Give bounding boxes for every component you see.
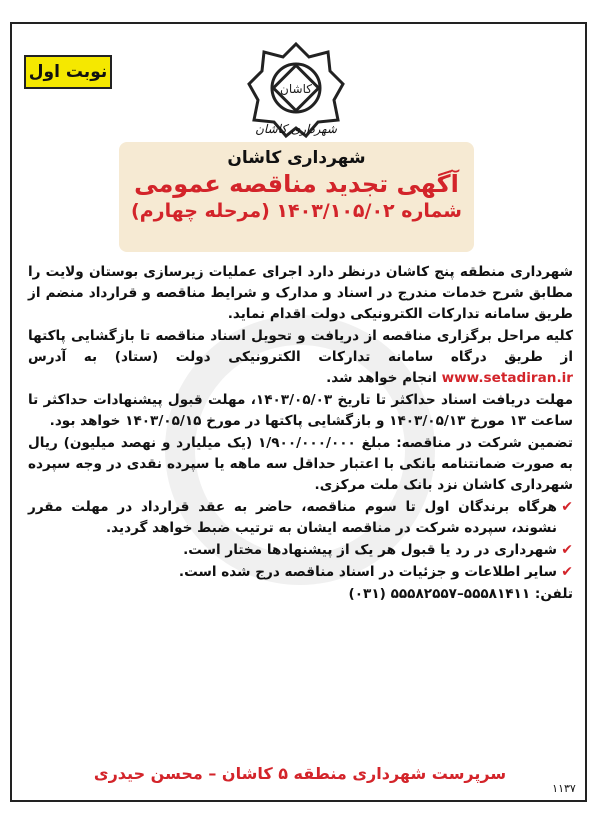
organization-name: شهرداری کاشان: [227, 148, 366, 168]
notice-title: آگهی تجدید مناقصه عمومی: [134, 170, 459, 198]
intro-text: درنظر دارد اجرای عملیات زیرسازی بوستان ولایت را مطابق شرح خدمات مندرج در اسناد و مدارک و شرایط مناقصه و قرارداد منضم از طریق سامانه تدارکات الکترونیکی دولت اقدام نماید.: [28, 264, 573, 322]
title-box: [119, 142, 474, 252]
bullet-winners: ✔ هرگاه برندگان اول تا سوم مناقصه، حاضر به عقد قرارداد در مهلت مقرر نشوند، سپرده شرکت در مناقصه ایشان به ترتیب ضبط خواهد گردید.: [28, 497, 573, 539]
notice-code: ۱۱۳۷: [552, 782, 576, 795]
procedure-text: کلیه مراحل برگزاری مناقصه از دریافت و تحویل اسناد مناقصه تا بازگشایی پاکتها از طریق درگاه سامانه تدارکات الکترونیکی دولت (ستاد) به آدرس: [28, 328, 573, 365]
notice-body: [28, 262, 573, 606]
guarantee-text: مبلغ ۱/۹۰۰/۰۰۰/۰۰۰ (یک میلیارد و نهصد میلیون) ریال به صورت ضمانتنامه بانکی با اعتبار حداقل سه ماهه یا سپرده نقدی در وجه سپرده شهرداری کاشان نزد بانک ملت مرکزی.: [28, 435, 573, 493]
paragraph-deadlines: مهلت دریافت اسناد حداکثر تا تاریخ ۱۴۰۳/۰۵/۰۳، مهلت قبول پیشنهادات حداکثر تا ساعت ۱۳ مورخ ۱۴۰۳/۰۵/۱۳ و بازگشایی پاکتها در مورخ ۱۴۰۳/۰۵/۱۵ خواهد بود.: [28, 392, 573, 429]
procedure-text-end: انجام خواهد شد.: [326, 370, 442, 386]
bullet-details: ✔ سایر اطلاعات و جزئیات در اسناد مناقصه درج شده است.: [28, 562, 573, 583]
intro-org: شهرداری منطقه پنج کاشان: [385, 264, 573, 280]
paragraph-procedure: [28, 326, 573, 389]
signer-line: سرپرست شهرداری منطقه ۵ کاشان – محسن حیدری: [93, 764, 507, 783]
bullet-rights: ✔ شهرداری در رد یا قبول هر یک از پیشنهادها مختار است.: [28, 540, 573, 561]
round-badge: نوبت اول: [24, 55, 112, 89]
paragraph-intro: [28, 262, 573, 325]
phone-line: تلفن: ۵۵۵۸۱۴۱۱–۵۵۵۸۲۵۵۷ (۰۳۱): [348, 586, 573, 602]
notice-number: شماره ۱۴۰۳/۱۰۵/۰۲ (مرحله چهارم): [131, 200, 462, 222]
setad-link[interactable]: www.setadiran.ir: [441, 370, 573, 386]
svg-text:کاشان: کاشان: [280, 82, 312, 96]
paragraph-guarantee: [28, 433, 573, 496]
logo-caption: شهرداری کاشان: [255, 122, 337, 136]
guarantee-label: تضمین شرکت در مناقصه:: [396, 435, 573, 451]
